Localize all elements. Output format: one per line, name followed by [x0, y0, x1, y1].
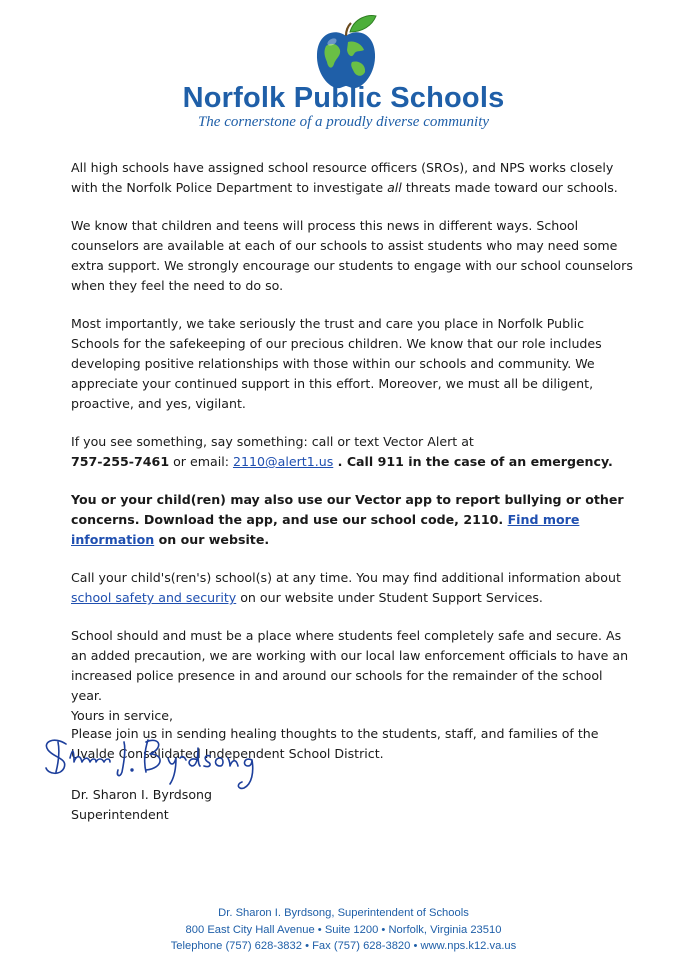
signature-image [40, 728, 260, 792]
letterhead-footer [0, 905, 687, 955]
paragraph-text: All high schools have assigned school resource officers (SROs), and NPS works closely with the Norfolk Police Department to investigate [71, 160, 614, 195]
paragraph-text: on our website. [154, 532, 270, 547]
phone-number: 757-255-7461 [71, 454, 170, 469]
salutation: Yours in service, [71, 708, 174, 723]
apple-globe-icon [310, 12, 382, 92]
paragraph-call-school [71, 568, 636, 608]
paragraph-text: Call your child's(ren's) school(s) at any time. You may find additional information about [71, 570, 621, 585]
school-safety-link[interactable]: school safety and security [71, 590, 237, 605]
paragraph-trust: Most importantly, we take seriously the trust and care you place in Norfolk Public Schools for the safekeeping of our precious children. We know that our role includes developing positive relationships with those within our schools and community. We appreciate your continued support in this effort. Moreover, we must all be diligent, proactive, and yes, vigilant. [71, 316, 602, 411]
paragraph-text: threats made toward our schools. [401, 180, 618, 195]
paragraph-sro [71, 158, 636, 198]
emergency-text: . Call 911 in the case of an emergency. [333, 454, 613, 469]
emphasis-text: all [387, 180, 402, 195]
paragraph-uvalde: Please join us in sending healing thoughts to the students, staff, and families of the Uvalde Consolidated Independent School District. [71, 726, 599, 761]
org-tagline: The cornerstone of a proudly diverse community [197, 114, 490, 130]
paragraph-text: If you see something, say something: call or text Vector Alert at [71, 434, 474, 449]
paragraph-vector-app [71, 490, 636, 550]
footer-line-name: Dr. Sharon I. Byrdsong, Superintendent of Schools [218, 907, 469, 919]
letter-body [71, 158, 636, 782]
footer-line-contact: Telephone (757) 628-3832 • Fax (757) 628-3820 • www.nps.k12.va.us [170, 940, 517, 952]
signer-title: Superintendent [71, 807, 169, 822]
paragraph-text: on our website under Student Support Services. [236, 590, 543, 605]
find-more-info-link[interactable]: Find more information [71, 512, 580, 547]
signer-name: Dr. Sharon I. Byrdsong [71, 787, 213, 802]
paragraph-text: You or your child(ren) may also use our Vector app to report bullying or other concerns. Download the app, and use our school code, 2110. [71, 492, 624, 527]
paragraph-counselors: We know that children and teens will process this news in different ways. School counselors are available at each of our schools to assist students who may need some extra support. We strongly encourage our students to engage with our school counselors when they feel the need to do so. [71, 218, 633, 293]
email-link[interactable]: 2110@alert1.us [232, 454, 334, 469]
paragraph-vector-alert [71, 432, 636, 472]
paragraph-police-presence: School should and must be a place where students feel completely safe and secure. As an added precaution, we are working with our local law enforcement officials to have an increased police presence in and around our schools for the remainder of the school year. [71, 628, 629, 703]
org-name: Norfolk Public Schools [182, 82, 505, 114]
paragraph-text: or email: [169, 454, 233, 469]
footer-line-address: 800 East City Hall Avenue • Suite 1200 • Norfolk, Virginia 23510 [185, 923, 502, 936]
